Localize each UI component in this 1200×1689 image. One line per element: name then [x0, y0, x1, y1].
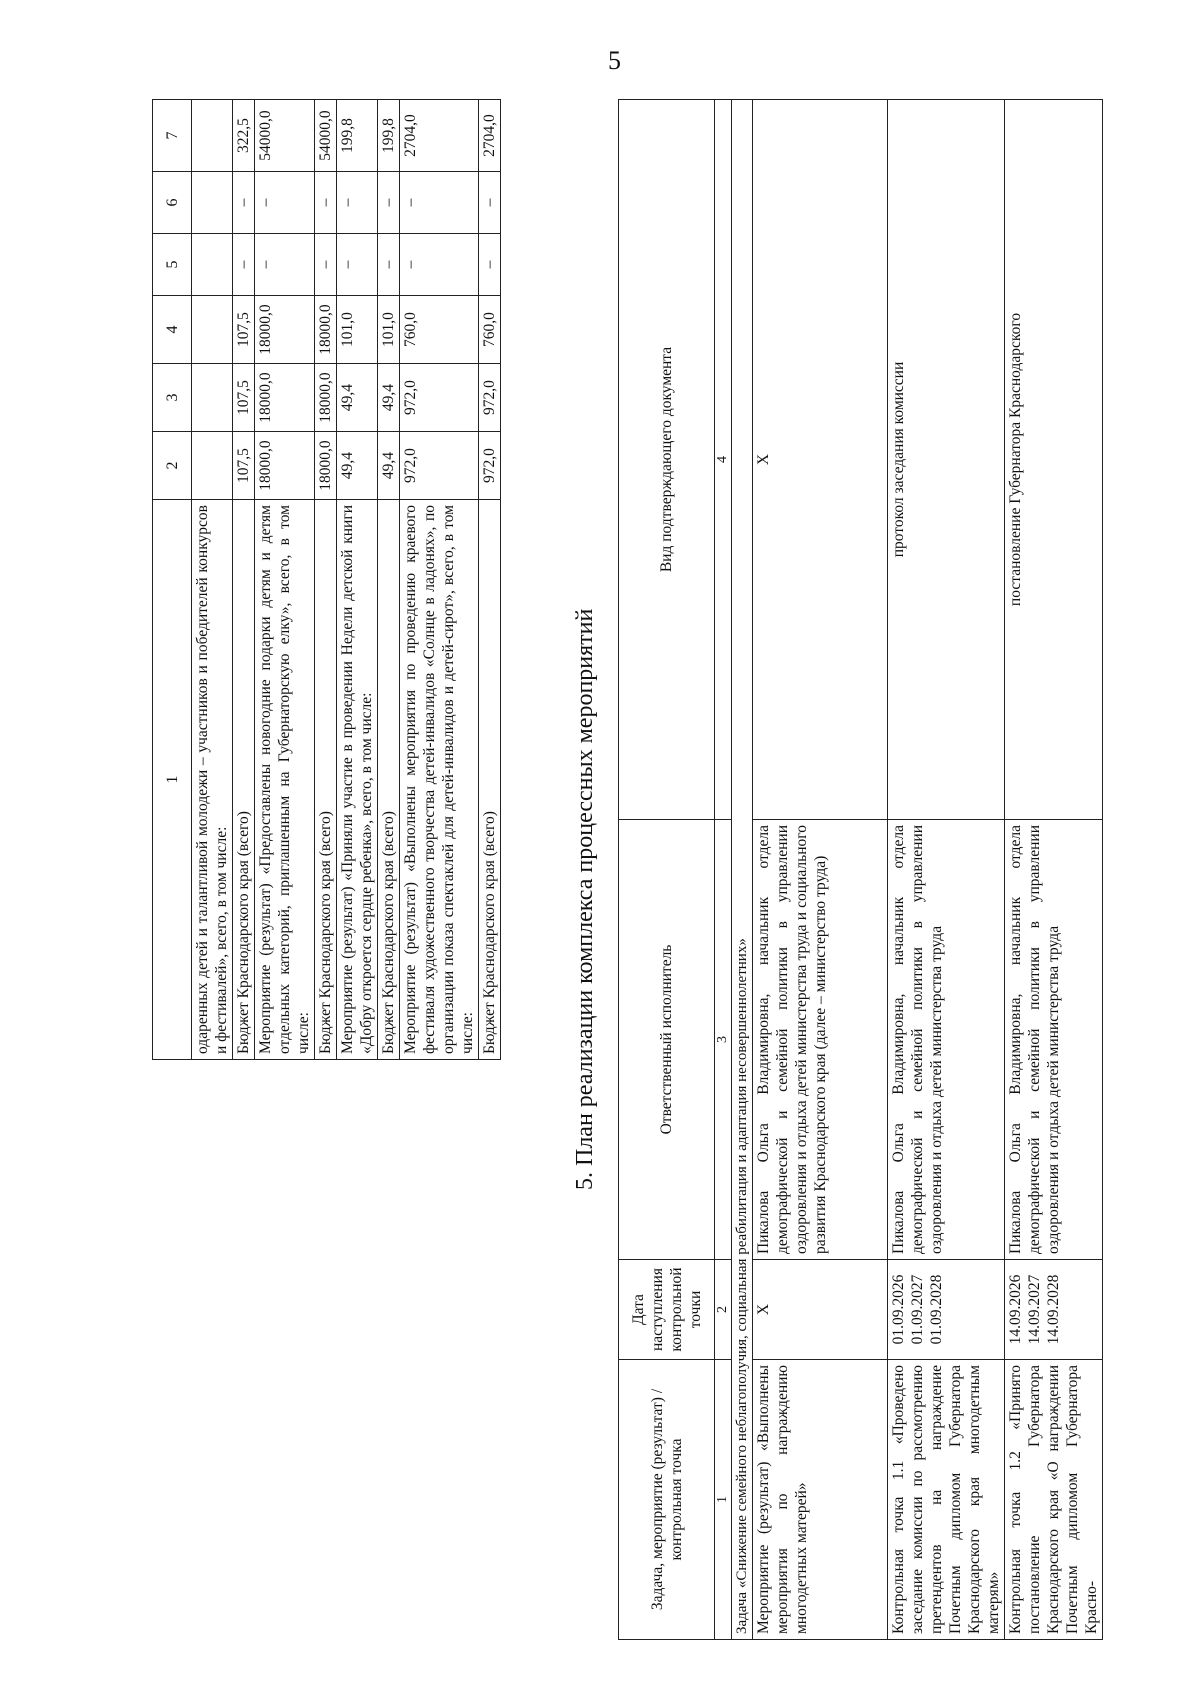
value-cell: – [255, 172, 315, 234]
budget-header-row [153, 100, 192, 1060]
header-task: Задача, мероприятие (результат) / контрольная точка [619, 1360, 715, 1640]
value-cell: 972,0 [400, 364, 479, 432]
table-row [400, 100, 479, 1060]
row-label: Мероприятие (результат) «Выполнены мероприятия по проведению краевого фестиваля художественного творчества детей-инвалидов «Солнце в ладонях», по организации показа спектаклей для детей-инвалидов и детей-сирот», всего, в том числе: [400, 500, 479, 1060]
header-cell-3: 3 [153, 364, 192, 432]
page-number: 5 [608, 46, 621, 75]
checkpoint-cell: Контрольная точка 1.1 «Проведено заседание комиссии по рассмотрению претендентов на награждение Почетным дипломом Губернатора Краснодарского края многодетным матерям» [888, 1360, 1005, 1640]
row-label: Мероприятие (результат) «Приняли участие в проведении Недели детской книги «Добру откроется сердце ребенка», всего, в том числе: [337, 500, 378, 1060]
number-cell-1: 1 [715, 1360, 732, 1640]
date-cell: Х [753, 1260, 888, 1360]
responsible-cell: Пикалова Ольга Владимировна, начальник отдела демографической и семейной политики в управлении оздоровления и отдыха детей министерства труда [1005, 820, 1103, 1260]
row-label: Мероприятие (результат) «Предоставлены новогодние подарки детям и детям отдельных категорий, приглашенным на Губернаторскую елку», всего, в том числе: [255, 500, 315, 1060]
header-date: Дата наступления контрольной точки [619, 1260, 715, 1360]
value-cell: 2704,0 [400, 100, 479, 172]
plan-table-block [618, 99, 1103, 1640]
number-cell-4: 4 [715, 100, 732, 820]
value-cell: 760,0 [400, 296, 479, 364]
row-label: Бюджет Краснодарского края (всего) [378, 500, 400, 1060]
budget-table-block [152, 99, 501, 1060]
row-label: Бюджет Краснодарского края (всего) [479, 500, 501, 1060]
document-cell: Х [753, 100, 888, 820]
value-cell: 54000,0 [255, 100, 315, 172]
value-cell: – [255, 234, 315, 296]
plan-header-row [619, 100, 715, 1640]
value-cell: 972,0 [400, 432, 479, 500]
value-cell: 18000,0 [315, 296, 337, 364]
value-cell: 49,4 [337, 432, 378, 500]
value-cell: 107,5 [233, 364, 255, 432]
plan-number-row [715, 100, 732, 1640]
table-row [378, 100, 400, 1060]
header-cell-6: 6 [153, 172, 192, 234]
value-cell: – [479, 172, 501, 234]
number-cell-2: 2 [715, 1260, 732, 1360]
value-cell: 760,0 [479, 296, 501, 364]
number-cell-3: 3 [715, 820, 732, 1260]
checkpoint-cell: Контрольная точка 1.2 «Принято постановление Губернатора Краснодарского края «О награждении Почетным дипломом Губернатора Красно- [1005, 1360, 1103, 1640]
value-cell: 107,5 [233, 296, 255, 364]
value-cell: 49,4 [378, 364, 400, 432]
value-cell: 101,0 [337, 296, 378, 364]
budget-table [152, 99, 501, 1060]
value-cell [192, 172, 233, 234]
value-cell [192, 296, 233, 364]
value-cell: – [233, 172, 255, 234]
value-cell: 18000,0 [255, 432, 315, 500]
header-document: Вид подтверждающего документа [619, 100, 715, 820]
value-cell: – [479, 234, 501, 296]
document-cell: постановление Губернатора Краснодарского [1005, 100, 1103, 820]
date-cell: 14.09.2026 14.09.2027 14.09.2028 [1005, 1260, 1103, 1360]
value-cell: 18000,0 [315, 364, 337, 432]
task-row [732, 100, 753, 1640]
row-label: Бюджет Краснодарского края (всего) [315, 500, 337, 1060]
value-cell: – [400, 172, 479, 234]
table-row [233, 100, 255, 1060]
header-cell-4: 4 [153, 296, 192, 364]
measure-cell: Мероприятие (результат) «Выполнены мероприятия по награждению многодетных матерей» [753, 1360, 888, 1640]
value-cell [192, 234, 233, 296]
value-cell: – [378, 234, 400, 296]
table-row [315, 100, 337, 1060]
value-cell: 972,0 [479, 364, 501, 432]
value-cell [192, 100, 233, 172]
table-row [888, 100, 1005, 1640]
value-cell: 18000,0 [255, 364, 315, 432]
table-row [753, 100, 888, 1640]
value-cell: – [233, 234, 255, 296]
document-cell: протокол заседания комиссии [888, 100, 1005, 820]
row-label: одаренных детей и талантливой молодежи – участников и победителей конкурсов и фестивалей», всего, в том числе: [192, 500, 233, 1060]
table-row [337, 100, 378, 1060]
value-cell: 107,5 [233, 432, 255, 500]
value-cell: 18000,0 [315, 432, 337, 500]
date-cell: 01.09.2026 01.09.2027 01.09.2028 [888, 1260, 1005, 1360]
task-cell: Задача «Снижение семейного неблагополучия, социальная реабилитация и адаптация несовершеннолетних» [732, 100, 753, 1640]
value-cell: 18000,0 [255, 296, 315, 364]
value-cell: 322,5 [233, 100, 255, 172]
header-cell-2: 2 [153, 432, 192, 500]
value-cell: – [337, 234, 378, 296]
value-cell: 49,4 [378, 432, 400, 500]
section-heading: 5. План реализации комплекса процессных мероприятий [572, 608, 598, 1190]
value-cell: 49,4 [337, 364, 378, 432]
value-cell: 54000,0 [315, 100, 337, 172]
value-cell: – [337, 172, 378, 234]
value-cell: – [378, 172, 400, 234]
value-cell [192, 364, 233, 432]
value-cell: 199,8 [337, 100, 378, 172]
row-label: Бюджет Краснодарского края (всего) [233, 500, 255, 1060]
value-cell: 101,0 [378, 296, 400, 364]
plan-table [618, 99, 1103, 1640]
value-cell: 199,8 [378, 100, 400, 172]
value-cell: – [400, 234, 479, 296]
header-cell-1: 1 [153, 500, 192, 1060]
value-cell [192, 432, 233, 500]
responsible-cell: Пикалова Ольга Владимировна, начальник отдела демографической и семейной политики в управлении оздоровления и отдыха детей министерства труда и социального развития Краснодарского края (далее – министерство труда) [753, 820, 888, 1260]
header-cell-7: 7 [153, 100, 192, 172]
responsible-cell: Пикалова Ольга Владимировна, начальник отдела демографической и семейной политики в управлении оздоровления и отдыха детей министерства труда [888, 820, 1005, 1260]
value-cell: – [315, 172, 337, 234]
table-row [479, 100, 501, 1060]
value-cell: 2704,0 [479, 100, 501, 172]
table-row [1005, 100, 1103, 1640]
table-row [192, 100, 233, 1060]
header-responsible: Ответственный исполнитель [619, 820, 715, 1260]
header-cell-5: 5 [153, 234, 192, 296]
value-cell: 972,0 [479, 432, 501, 500]
value-cell: – [315, 234, 337, 296]
table-row [255, 100, 315, 1060]
